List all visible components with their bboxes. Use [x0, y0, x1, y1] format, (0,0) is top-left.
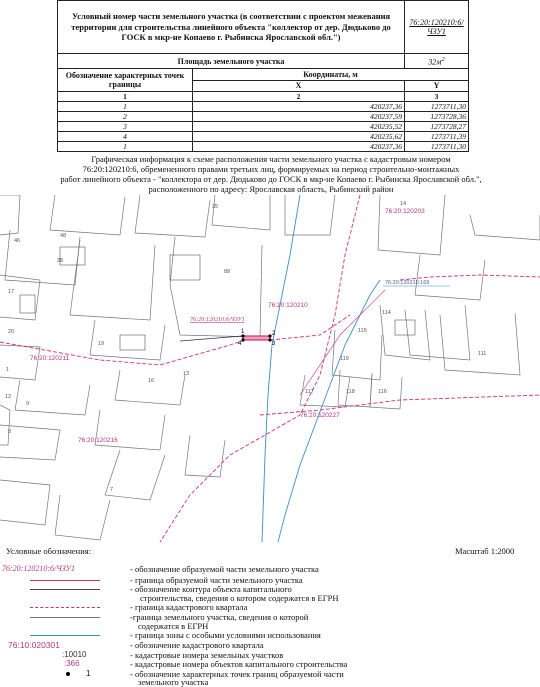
quarter-label: 76:20:120227: [300, 412, 340, 419]
row-x: 420237,59: [193, 112, 405, 122]
row-x: 420235,52: [193, 122, 405, 132]
caption-line: расположенного по адресу: Ярославская область, Рыбинский район: [148, 184, 394, 194]
row-y: 1273711,30: [405, 102, 469, 112]
row-point: 4: [58, 132, 193, 142]
parcel-number: 13: [183, 371, 190, 377]
parcel-number: 17: [8, 289, 15, 295]
col-num-3: 3: [405, 92, 469, 102]
parcel-number: 9: [26, 401, 30, 407]
quarter-labels: [30, 208, 425, 444]
table-header-main: Условный номер части земельного участка (в соответствии с проектом межевания территории для строительства линейного объекта "коллектор от дер. Дюдьково до ГОСК в мкр-не Копаево г. Рыбинска Ярославской обл."): [58, 1, 405, 54]
parcel-number: 12: [5, 394, 12, 400]
parcel-169-label: 76:20:120210:169: [385, 280, 430, 286]
parcel-number: 16: [148, 378, 155, 384]
parcel-number: 20: [8, 329, 15, 335]
parcel-number: 117: [305, 389, 314, 395]
parcel-number: 14: [400, 201, 407, 207]
caption-line: работ линейного объекта - "коллектора от дер. Дюдьково до ГОСК в мкр-не Копаево г. Рыбинска Ярославской обл.",: [60, 174, 482, 184]
legend-text: - граница зоны с особыми условиями использования: [130, 630, 321, 640]
cadastral-map: [0, 195, 540, 542]
col-y: Y: [405, 80, 469, 92]
table-row: [58, 132, 469, 142]
col-num-2: 2: [193, 92, 405, 102]
parcel-number: 48: [60, 233, 67, 239]
parcel-number: 114: [382, 310, 391, 316]
connector-line: [180, 336, 242, 341]
legend-text: -граница земельного участка, сведения о которой: [130, 612, 309, 622]
point-label-2: 2: [272, 331, 276, 337]
legend-symbol-zone: [30, 635, 100, 636]
legend-text: земельного участка: [138, 677, 209, 687]
legend-text: - кадастровые номера земельных участков: [130, 650, 284, 660]
part-label: 76:20:120210:6/ЧЗУ1: [190, 317, 245, 323]
table-row: [58, 122, 469, 132]
row-y: 1273728,27: [405, 122, 469, 132]
row-y: 1273711,39: [405, 132, 469, 142]
legend-item: [0, 678, 540, 687]
legend-text: - обозначение контура объекта капитального: [130, 584, 292, 594]
legend-symbol-text: 76:10:020301: [8, 640, 60, 650]
row-x: 420237,36: [193, 102, 405, 112]
legend-title: Условные обозначения:: [6, 546, 92, 556]
legend-symbol-text: :366: [64, 659, 80, 668]
legend: [0, 546, 540, 687]
col-coords-label: Координаты, м: [193, 69, 469, 81]
legend-symbol-quarter: [30, 607, 100, 608]
point-label-1: 1: [241, 329, 245, 335]
point-label-3: 3: [272, 341, 276, 347]
parcel-number: 88: [224, 269, 231, 275]
legend-text: - обозначение характерных точек границ образуемой части: [130, 669, 344, 679]
parcel-number: 46: [14, 238, 21, 244]
parcel-number: 8: [8, 429, 12, 435]
row-y: 1273728,36: [405, 112, 469, 122]
parcel-number: 118: [346, 389, 355, 395]
legend-symbol-part-boundary: [30, 580, 100, 581]
legend-text: содержатся в ЕГРН: [138, 621, 209, 631]
row-point: 1: [58, 142, 193, 152]
row-point: 3: [58, 122, 193, 132]
zone-boundaries: [262, 195, 380, 542]
table-row: [58, 142, 469, 152]
legend-text: - обозначение образуемой части земельного участка: [130, 564, 319, 574]
caption-line: 76:20:120210:6, обремененного правами третьих лиц, формируемых на период строительно-монтажных: [82, 164, 460, 174]
parcel-number: 115: [358, 328, 367, 334]
parcel-number: 38: [57, 258, 64, 264]
legend-symbol-parcel: [30, 617, 100, 618]
table-row: [58, 112, 469, 122]
parcel-number: 116: [378, 389, 387, 395]
point-marker-4: [241, 338, 244, 341]
quarter-label: 76:20:120211: [30, 355, 70, 362]
construction-contours: [20, 247, 415, 350]
area-value: $32м^2$: [405, 54, 469, 69]
coordinates-table: [57, 0, 469, 152]
row-point: 1: [58, 102, 193, 112]
col-num-1: 1: [58, 92, 193, 102]
legend-symbol-contour: [30, 589, 100, 590]
point-label-4: 4: [238, 341, 242, 347]
row-x: 420235,62: [193, 132, 405, 142]
parcel-number: 119: [340, 356, 349, 362]
legend-symbol-text: 1: [86, 669, 91, 678]
parcel-number: 35: [212, 204, 219, 210]
point-dot-icon: [66, 672, 70, 676]
map-caption: [6, 154, 536, 194]
table-row: [58, 102, 469, 112]
legend-symbol-text: 76:20:120210:6/ЧЗУ1: [2, 564, 75, 573]
formed-part: [180, 317, 276, 347]
row-point: 2: [58, 112, 193, 122]
parcel-number: 1: [6, 367, 10, 373]
col-points-label: Обозначение характерных точек границы: [58, 69, 193, 92]
legend-text: строительства, сведения о котором содержатся в ЕГРН: [140, 593, 339, 603]
quarter-label: 76:20:120216: [78, 437, 118, 444]
quarter-label: 76:20:120210: [268, 302, 308, 309]
conditional-number: 76:20:120210:6/ЧЗУ1: [405, 1, 469, 54]
row-x: 420237,36: [193, 142, 405, 152]
parcel-number: 7: [110, 487, 114, 493]
legend-text: - граница образуемой части земельного участка: [130, 575, 303, 585]
caption-line: Графическая информация к схеме расположения части земельного участка с кадастровым номером: [91, 154, 451, 164]
parcel-number: 19: [98, 341, 105, 347]
row-y: 1273711,30: [405, 142, 469, 152]
quarter-label: 76:20:120203: [385, 208, 425, 215]
parcel-number: 111: [478, 351, 487, 357]
legend-symbol-text: :10010: [62, 650, 87, 659]
map-scale: Масштаб 1:2000: [455, 546, 515, 556]
area-label: Площадь земельного участка: [58, 54, 405, 69]
col-x: X: [193, 80, 405, 92]
part-rectangle: [243, 336, 270, 340]
legend-item: [0, 564, 540, 575]
parcel-numbers: [5, 201, 486, 493]
legend-text: - обозначение кадастрового квартала: [130, 640, 264, 650]
legend-text: - кадастровые номера объектов капитального строительства: [130, 659, 348, 669]
legend-text: - граница кадастрового квартала: [130, 602, 248, 612]
